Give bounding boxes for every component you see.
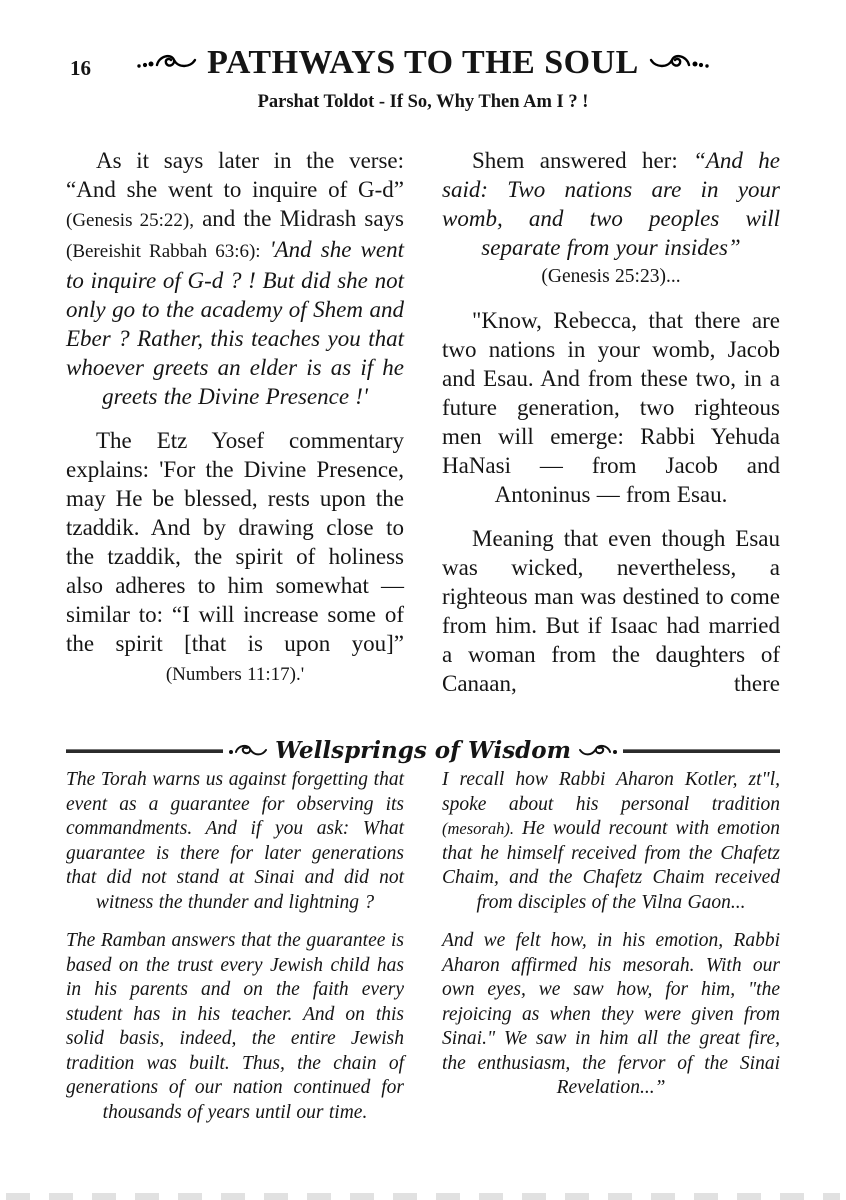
- text-run: As it says later in the verse: “And she went to inquire of G-d”: [66, 148, 404, 202]
- source-reference: (Bereishit Rabbah 63:6):: [66, 241, 261, 262]
- paragraph: The Ramban answers that the guarantee is based on the trust every Jewish child has in his parents and on the faith every student has in his teacher. And on this solid basis, indeed, the entire Jewish tradition was built. Thus, the chain of generations of our nation continued for thousands of years until our time.: [66, 930, 404, 1123]
- text-run: Shem answered her:: [472, 148, 694, 173]
- wellsprings-left-column: [66, 768, 404, 1125]
- text-run: The Etz Yosef commentary explains: 'For the Divine Presence, may He be blessed, rests upon the tzaddik. And by drawing close to the tzaddik, the spirit of holiness also adheres to him somewhat — similar to: “I will increase some of the spirit [that is upon you]”: [66, 428, 404, 656]
- scroll-right-icon: [578, 743, 618, 759]
- wellsprings-right-column: [442, 768, 780, 1125]
- section-divider: [66, 737, 780, 764]
- source-reference: (mesorah).: [442, 819, 514, 838]
- paragraph: Meaning that even though Esau was wicked, nevertheless, a righteous man was destined to come from him. But if Isaac had married a woman from the daughters of Canaan, there: [442, 526, 780, 696]
- paragraph: [442, 146, 780, 291]
- main-text: [66, 146, 780, 698]
- page-header: [0, 44, 846, 82]
- divider-rule: [66, 749, 223, 753]
- text-run: He would recount with emotion that he himself received from the Chafetz Chaim, and the Chafetz Chaim received from disciples of the Vilna Gaon...: [442, 818, 780, 913]
- right-column: [442, 146, 780, 698]
- chapter-subtitle: Parshat Toldot - If So, Why Then Am I ? !: [257, 92, 589, 112]
- wellsprings-section: [66, 768, 780, 1125]
- page-number: 16: [70, 56, 91, 80]
- paragraph: [66, 426, 404, 689]
- flourish-left-icon: [136, 51, 198, 75]
- source-reference: (Genesis 25:22),: [66, 210, 194, 231]
- quoted-text: “And he said: Two nations are in your womb, and two peoples will separate from your insides”: [442, 148, 780, 260]
- flourish-right-icon: [648, 51, 710, 75]
- paragraph: "Know, Rebecca, that there are two nations in your womb, Jacob and Esau. And from these two, in a future generation, two righteous men will emerge: Rabbi Yehuda HaNasi — from Jacob and Antoninus — from Esau.: [442, 308, 780, 507]
- quoted-text: 'And she went to inquire of G-d ? ! But did she not only go to the academy of Shem and Eber ? Rather, this teaches you that whoever greets an elder is as if he greets the Divine Presence !': [66, 237, 404, 409]
- divider-rule: [623, 749, 780, 753]
- paragraph: [66, 146, 404, 411]
- wellsprings-title: Wellsprings of Wisdom: [275, 737, 571, 764]
- paragraph: The Torah warns us against forgetting that event as a guarantee for observing its commandments. And if you ask: What guarantee is there for later generations that did not stand at Sinai and did not witness the thunder and lightning ?: [66, 769, 404, 913]
- scroll-left-icon: [228, 743, 268, 759]
- paragraph: And we felt how, in his emotion, Rabbi Aharon affirmed his mesorah. With our own eyes, we saw how, for him, "the rejoicing as when they were given from Sinai." We saw in him all the great fire, the enthusiasm, the fervor of the Sinai Revelation...”: [442, 930, 780, 1098]
- book-title: PATHWAYS TO THE SOUL: [207, 44, 639, 81]
- left-column: [66, 146, 404, 698]
- text-run: I recall how Rabbi Aharon Kotler, zt"l, spoke about his personal tradition: [442, 769, 780, 815]
- source-reference: (Genesis 25:23)...: [541, 266, 681, 287]
- paragraph: [442, 768, 780, 915]
- source-reference: (Numbers 11:17).': [165, 664, 305, 685]
- next-page-text-remnant: [6, 1193, 840, 1200]
- text-run: and the Midrash says: [193, 206, 404, 231]
